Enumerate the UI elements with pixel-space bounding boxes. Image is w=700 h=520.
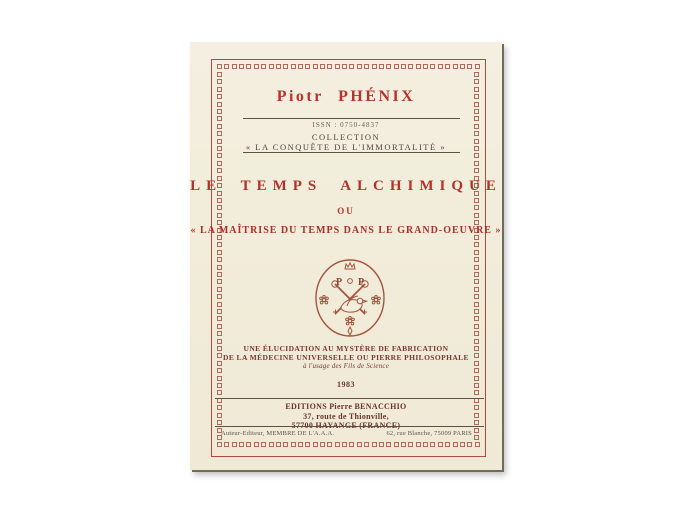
tagline-line-3: à l'usage des Fils de Science	[302, 362, 390, 370]
footer-imprint-line	[221, 430, 472, 437]
footer-author-role: Auteur-Editeur, MEMBRE DE L'A.A.A.	[221, 430, 335, 437]
collection-title: « LA CONQUÊTE DE L'IMMORTALITÉ »	[245, 142, 447, 152]
collection-label: COLLECTION	[311, 132, 381, 142]
book-title: LE TEMPS ALCHIMIQUE	[190, 178, 502, 194]
tagline-line-1: UNE ÉLUCIDATION AU MYSTÈRE DE FABRICATION	[243, 344, 449, 353]
ornamental-square-border-bottom	[217, 442, 480, 448]
subtitle-connector: OU	[337, 206, 355, 216]
svg-text:P: P	[335, 277, 343, 288]
publication-year: 1983	[337, 380, 355, 389]
divider	[215, 426, 484, 427]
author-name: Piotr PHÉNIX	[276, 88, 416, 105]
svg-text:P: P	[357, 277, 365, 288]
book-subtitle: « LA MAÎTRISE DU TEMPS DANS LE GRAND-OEUVRE »	[190, 225, 502, 236]
divider	[243, 118, 460, 119]
book-cover	[190, 42, 502, 470]
divider	[243, 152, 460, 153]
publisher-address-city: 57700 HAYANGE (FRANCE)	[291, 421, 401, 430]
publisher-address-street: 37, route de Thionville,	[303, 411, 389, 421]
tagline-block	[190, 344, 502, 371]
collection-block	[190, 132, 502, 152]
footer-paris-address: 62, rue Blanche, 75009 PARIS	[386, 430, 472, 437]
ornamental-square-border-top	[217, 64, 480, 70]
divider	[215, 398, 484, 399]
publisher-name: EDITIONS Pierre BENACCHIO	[285, 402, 407, 411]
phoenix-crest-emblem-icon	[310, 256, 390, 340]
tagline-line-2: DE LA MÉDECINE UNIVERSELLE OU PIERRE PHILOSOPHALE	[223, 353, 469, 362]
issn-number: ISSN : 0750-4837	[312, 121, 380, 129]
